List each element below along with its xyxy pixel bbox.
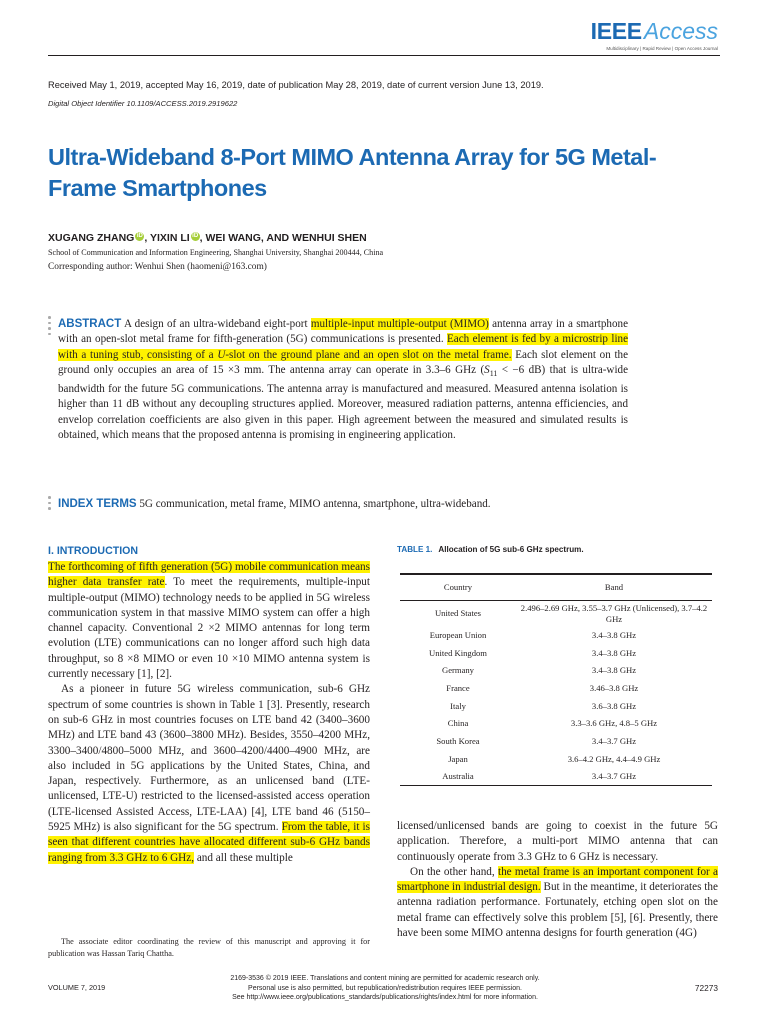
column-header-country: Country [400,574,516,601]
paragraph: The forthcoming of fifth generation (5G) mobile communication means higher data transfer rate. To meet the requirements, multiple-input multiple-output (MIMO) technology needs to be applied in 5G wireless communication system in that massive MIMO system can offer a high channel capacity. Conventional 2 ×2 MIMO antennas for long term evolution (LTE) communications can no longer afford such high data throughput, so 8 ×8 MIMO or even 10 ×10 MIMO antenna system is currently necessary [1], [2]. [48,561,370,681]
author-li: , YIXIN LI [144,232,190,244]
copyright-line: 2169-3536 © 2019 IEEE. Translations and content mining are permitted for academic research only. [230,975,540,982]
table-cell-country: Australia [400,768,516,786]
authors-rest: , WEI WANG, AND WENHUI SHEN [199,232,367,244]
copyright-line: Personal use is also permitted, but republication/redistribution requires IEEE permission. [248,984,522,992]
table-cell-band: 3.46–3.8 GHz [589,682,639,693]
s-parameter-subscript: 11 [489,369,498,379]
table-row [400,644,712,662]
right-column-body [397,819,718,941]
table-row [400,697,712,715]
s-parameter: S [484,364,490,377]
table-cell-band: 3.4–3.8 GHz [591,629,637,640]
table-row [400,679,712,697]
table-cell-country: United Kingdom [428,647,487,658]
table-cell-country: Italy [450,700,466,711]
paragraph: licensed/unlicensed bands are going to coexist in the future 5G application. Therefore, a multi-port MIMO antenna that can continuously operate from 3.3 GHz to 6 GHz is necessary. [397,820,718,863]
author-zhang: XUGANG ZHANG [48,232,135,244]
table-row [400,714,712,732]
section-heading-introduction: I. INTRODUCTION [48,545,139,557]
page-number: 72273 [694,983,718,993]
paragraph: As a pioneer in future 5G wireless communication, sub-6 GHz spectrum of some countries is shown in Table 1 [3]. Presently, research on sub-6 GHz in most countries focuses on LTE band 42 (3400–3600 MHz) and LTE band 43 (3600–3800 MHz). Besides, 3550–4200 MHz, 3300–3400/4800–5000 MHz, and 3600–4200/4400–4900 MHz, are also included in 5G applications by the United States, China, and Japan, respectively. Furthermore, as an unlicensed band (LTE-unlicensed, LTE-U) restricted to the licensed-assisted access operation (LTE-licensed Assisted Access, LTE-LAA) [4], LTE band 46 (5150–5925 MHz) is also significant for the 5G spectrum. From the table, it is seen that different countries have allocated different sub-6 GHz bands ranging from 3.3 GHz to 6 GHz, and all these multiple [48,683,370,864]
table-header-row [400,574,712,601]
column-header-band: Band [516,574,712,601]
table-cell-band: 3.4–3.8 GHz [591,665,637,676]
table-cell-band: 3.6–3.8 GHz [591,700,637,711]
abstract-dots-icon [48,316,51,338]
table-row [400,768,712,786]
table-caption-text: Allocation of 5G sub-6 GHz spectrum. [438,545,584,554]
highlight: multiple-input multiple-output (MIMO) [310,318,489,330]
introduction-body [48,560,370,866]
table-cell-band: 3.4–3.8 GHz [591,647,637,658]
copyright-notice [200,974,570,1003]
corresponding-author: Corresponding author: Wenhui Shen (haomeni@163.com) [48,262,267,272]
table-cell-country: China [447,718,469,729]
table-row [400,661,712,679]
paragraph: On the other hand, the metal frame is an important component for a smartphone in industrial design. But in the meantime, it deteriorates the antenna radiation performance. Fortunately, etching open slot on the metal frame can effectively solve this problem [5], [6]. Presently, there have been some MIMO antenna designs for fourth generation (4G) [397,865,718,940]
highlight: The forthcoming of fifth generation (5G) mobile communication means higher data transfer rate [48,561,370,589]
paper-title: Ultra-Wideband 8-Port MIMO Antenna Array for 5G Metal-Frame Smartphones [48,144,657,201]
volume-info: VOLUME 7, 2019 [48,983,106,992]
table-cell-band: 2.496–2.69 GHz, 3.55–3.7 GHz (Unlicensed), 3.7–4.2 GHz [520,602,708,624]
table-cell-band: 3.4–3.7 GHz [516,768,712,786]
table-row [400,750,712,768]
abstract-text: antenna array in a smartphone with an open-slot metal frame for fifth-generation (5G) communications is presented. [58,318,628,346]
doi: Digital Object Identifier 10.1109/ACCESS.2019.2919622 [48,99,238,108]
logo-access-text: Access [643,18,718,44]
table-row [400,626,712,644]
index-terms [58,497,698,512]
orcid-icon[interactable]: iD [192,233,199,239]
abstract-text: A design of an ultra-wideband eight-port [121,318,311,330]
table-caption [397,545,584,554]
abstract-label: ABSTRACT [58,318,122,330]
highlight: From the table, it is seen that different countries have allocated different sub-6 GHz bands ranging from 3.3 GHz to 6 GHz, [48,821,370,864]
table-cell-band: 3.4–3.7 GHz [591,735,637,746]
table-cell-country: Japan [448,753,468,764]
table-row [400,732,712,750]
table-cell-band: 3.6–4.2 GHz, 4.4–4.9 GHz [567,753,661,764]
ieee-access-logo [588,18,718,45]
table-cell-country: United States [434,608,482,618]
table-cell-country: South Korea [436,735,480,746]
index-terms-text: 5G communication, metal frame, MIMO antenna, smartphone, ultra-wideband. [136,498,491,510]
editor-footnote: The associate editor coordinating the review of this manuscript and approving it for publication was Hassan Tariq Chattha. [48,937,370,958]
highlight: Each element is fed by a microstrip line with a tuning stub, consisting of a U-slot on the ground plane and an open slot on the metal frame. [58,333,629,361]
spectrum-table [400,573,712,786]
orcid-icon[interactable]: iD [136,233,143,239]
table-cell-band: 3.3–3.6 GHz, 4.8–5 GHz [570,718,658,729]
table-label: TABLE 1. [397,545,433,554]
abstract [58,317,628,443]
index-terms-label: INDEX TERMS [58,498,137,510]
table-row [400,601,712,627]
table-cell-country: European Union [429,629,487,640]
author-list [48,232,367,244]
logo-ieee-text: IEEE [590,18,642,44]
affiliation: School of Communication and Information Engineering, Shanghai University, Shanghai 200444, China [48,248,384,257]
abstract-text: < −6 dB) that is ultra-wide bandwidth for the future 5G communications. The antenna array is manufactured and measured. Measured antenna isolation is higher than 11 dB without any decoupling structures applied. Moreover, measured radiation patterns, antenna efficiencies, and envelop correlation coefficients are also given in this paper. High agreement between the measured and simulated results is obtained, which means that the proposed antenna is promising in engineering application. [58,364,628,442]
table-cell-country: Germany [442,665,474,676]
received-dates: Received May 1, 2019, accepted May 16, 2019, date of publication May 28, 2019, date of current version June 13, 2019. [48,80,544,90]
header-rule [48,55,720,56]
logo-tagline: Multidisciplinary | Rapid Review | Open Access Journal [606,46,718,51]
abstract-text: Each slot element on the ground only occupies an area of 15 ×3 mm. The antenna array can operate in 3.3–6 GHz ( [58,348,628,377]
index-terms-dots-icon [48,496,51,513]
copyright-line: See http://www.ieee.org/publications_standards/publications/rights/index.html for more information. [232,994,538,1002]
highlight: the metal frame is an important component for a smartphone in industrial design. [397,865,718,894]
table-cell-country: France [446,682,470,693]
